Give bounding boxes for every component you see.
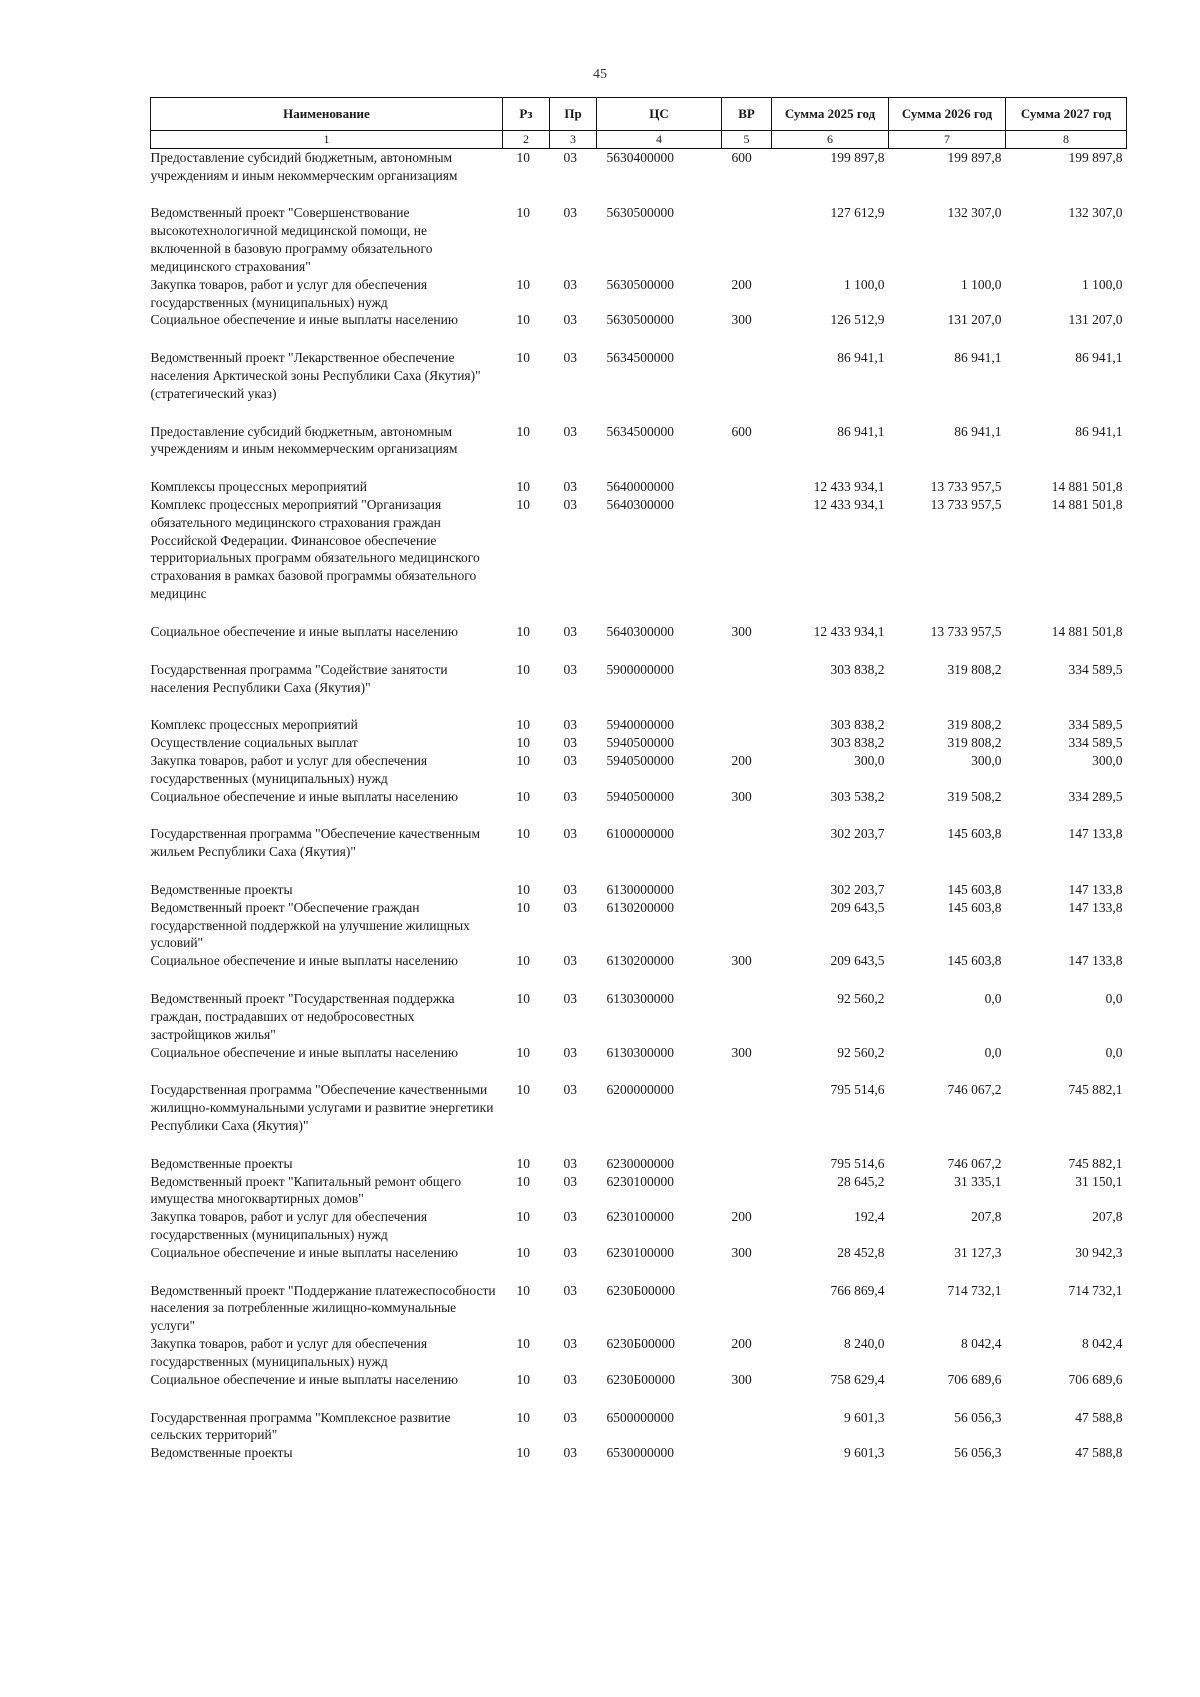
row-pr: 03: [563, 735, 577, 751]
row-sum-2027: 14 881 501,8: [1051, 497, 1123, 513]
row-pr: 03: [563, 350, 577, 366]
row-sum-2025: 209 643,5: [830, 899, 885, 915]
row-sum-2027: 0,0: [1105, 1044, 1123, 1060]
row-cs: 6230100000: [606, 1244, 674, 1260]
row-vr: [722, 478, 772, 496]
row-vr: [722, 734, 772, 752]
row-rz: 10: [516, 735, 530, 751]
row-sum-2026: 13 733 957,5: [930, 623, 1002, 639]
row-cs: 5634500000: [606, 423, 674, 439]
row-sum-2026: 131 207,0: [947, 312, 1002, 328]
row-sum-2026: 746 067,2: [947, 1155, 1002, 1171]
row-sum-2027: 147 133,8: [1068, 899, 1123, 915]
row-rz: 10: [516, 205, 530, 221]
column-number: 8: [1006, 131, 1127, 149]
table-body: [151, 148, 1127, 1462]
row-cs: 6130300000: [606, 991, 674, 1007]
row-vr: [722, 899, 772, 952]
row-rz: 10: [516, 497, 530, 513]
row-sum-2026: 56 056,3: [954, 1445, 1002, 1461]
table-row: [151, 1208, 1127, 1244]
row-sum-2027: 199 897,8: [1068, 149, 1123, 165]
row-sum-2027: 147 133,8: [1068, 826, 1123, 842]
row-cs: 5630500000: [606, 312, 674, 328]
row-rz: 10: [516, 1445, 530, 1461]
row-vr: 300: [731, 953, 752, 969]
row-cs: 6130200000: [606, 899, 674, 915]
row-sum-2025: 766 869,4: [830, 1282, 885, 1298]
table-row: [151, 1081, 1127, 1154]
row-pr: 03: [563, 1409, 577, 1425]
row-sum-2025: 795 514,6: [830, 1155, 885, 1171]
row-cs: 6200000000: [606, 1082, 674, 1098]
row-pr: 03: [563, 1173, 577, 1189]
row-sum-2027: 47 588,8: [1075, 1409, 1123, 1425]
row-sum-2026: 145 603,8: [947, 953, 1002, 969]
row-pr: 03: [563, 1244, 577, 1260]
header-vr: ВР: [722, 98, 772, 131]
row-sum-2026: 86 941,1: [954, 423, 1002, 439]
row-sum-2027: 706 689,6: [1068, 1371, 1123, 1387]
row-sum-2025: 92 560,2: [837, 1044, 885, 1060]
table-row: [151, 1371, 1127, 1409]
row-sum-2027: 14 881 501,8: [1051, 479, 1123, 495]
row-name: Ведомственные проекты: [150, 1155, 293, 1171]
row-pr: 03: [563, 1282, 577, 1298]
row-sum-2027: 86 941,1: [1075, 423, 1123, 439]
column-number: 4: [597, 131, 722, 149]
row-sum-2027: 300,0: [1092, 752, 1123, 768]
row-cs: 5900000000: [606, 661, 674, 677]
table-row: [151, 423, 1127, 479]
row-vr: [722, 1155, 772, 1173]
row-vr: [722, 204, 772, 275]
row-sum-2026: 319 508,2: [947, 788, 1002, 804]
column-number: 6: [772, 131, 889, 149]
header-cs: ЦС: [597, 98, 722, 131]
table-row: [151, 952, 1127, 990]
row-sum-2025: 192,4: [854, 1209, 885, 1225]
row-vr: 600: [731, 423, 752, 439]
row-cs: 5634500000: [606, 350, 674, 366]
row-sum-2026: 145 603,8: [947, 826, 1002, 842]
row-pr: 03: [563, 661, 577, 677]
column-number: 3: [550, 131, 597, 149]
row-sum-2025: 127 612,9: [830, 205, 885, 221]
row-sum-2025: 86 941,1: [837, 423, 885, 439]
row-sum-2026: 8 042,4: [961, 1336, 1002, 1352]
row-name: Закупка товаров, работ и услуг для обеспечения государственных (муниципальных) нужд: [150, 1336, 428, 1369]
row-pr: 03: [563, 423, 577, 439]
row-pr: 03: [563, 826, 577, 842]
row-cs: 6500000000: [606, 1409, 674, 1425]
row-name: Комплексы процессных мероприятий: [150, 479, 367, 495]
row-name: Комплекс процессных мероприятий "Организация обязательного медицинского страхования граждан Российской Федерации. Финансовое обеспечение территориальных программ обязательного медицинского страхования в рамках базовой программы обязательного медицинс: [150, 497, 480, 602]
row-cs: 6230000000: [606, 1155, 674, 1171]
row-sum-2027: 334 589,5: [1068, 735, 1123, 751]
row-sum-2026: 1 100,0: [961, 276, 1002, 292]
row-cs: 6230100000: [606, 1173, 674, 1189]
row-pr: 03: [563, 276, 577, 292]
row-rz: 10: [516, 1282, 530, 1298]
row-rz: 10: [516, 991, 530, 1007]
row-name: Государственная программа "Содействие занятости населения Республики Саха (Якутия)": [150, 661, 448, 695]
row-sum-2026: 300,0: [971, 752, 1002, 768]
row-sum-2026: 145 603,8: [947, 882, 1002, 898]
row-name: Ведомственный проект "Государственная поддержка граждан, пострадавших от недобросовестных застройщиков жилья": [150, 991, 455, 1042]
row-vr: 200: [731, 752, 752, 768]
table-row: [151, 1282, 1127, 1335]
row-rz: 10: [516, 623, 530, 639]
row-vr: [722, 881, 772, 899]
row-cs: 5630500000: [606, 276, 674, 292]
row-name: Социальное обеспечение и иные выплаты населению: [150, 1044, 458, 1060]
row-rz: 10: [516, 149, 530, 165]
row-sum-2026: 145 603,8: [947, 899, 1002, 915]
row-sum-2025: 303 838,2: [830, 717, 885, 733]
row-cs: 5630500000: [606, 205, 674, 221]
column-number: 1: [151, 131, 503, 149]
table-row: [151, 899, 1127, 952]
row-rz: 10: [516, 882, 530, 898]
row-sum-2027: 86 941,1: [1075, 350, 1123, 366]
row-sum-2026: 132 307,0: [947, 205, 1002, 221]
table-row: [151, 752, 1127, 788]
table-row: [151, 990, 1127, 1043]
row-sum-2027: 8 042,4: [1082, 1336, 1123, 1352]
row-sum-2027: 745 882,1: [1068, 1155, 1123, 1171]
row-vr: 300: [731, 788, 752, 804]
table-row: [151, 661, 1127, 717]
row-cs: 5630400000: [606, 149, 674, 165]
row-rz: 10: [516, 1082, 530, 1098]
table-row: [151, 1244, 1127, 1282]
row-sum-2027: 334 589,5: [1068, 661, 1123, 677]
table-row: [151, 276, 1127, 312]
row-sum-2025: 758 629,4: [830, 1371, 885, 1387]
row-sum-2027: 14 881 501,8: [1051, 623, 1123, 639]
row-sum-2025: 28 452,8: [837, 1244, 885, 1260]
row-rz: 10: [516, 1044, 530, 1060]
row-pr: 03: [563, 953, 577, 969]
header-rz: Рз: [503, 98, 550, 131]
row-name: Ведомственный проект "Лекарственное обеспечение населения Арктической зоны Республики Саха (Якутия)" (стратегический указ): [150, 350, 481, 401]
row-cs: 6530000000: [606, 1445, 674, 1461]
row-sum-2026: 31 335,1: [954, 1173, 1002, 1189]
row-sum-2025: 795 514,6: [830, 1082, 885, 1098]
row-vr: 300: [731, 623, 752, 639]
row-cs: 5940500000: [606, 752, 674, 768]
row-cs: 6230Б00000: [606, 1336, 676, 1352]
row-rz: 10: [516, 1155, 530, 1171]
row-sum-2025: 1 100,0: [844, 276, 885, 292]
row-rz: 10: [516, 1336, 530, 1352]
row-rz: 10: [516, 350, 530, 366]
row-pr: 03: [563, 991, 577, 1007]
row-rz: 10: [516, 1409, 530, 1425]
column-number: 5: [722, 131, 772, 149]
row-sum-2025: 126 512,9: [830, 312, 885, 328]
row-cs: 6130200000: [606, 953, 674, 969]
row-rz: 10: [516, 752, 530, 768]
row-sum-2026: 31 127,3: [954, 1244, 1002, 1260]
column-number: 2: [503, 131, 550, 149]
row-sum-2025: 209 643,5: [830, 953, 885, 969]
row-sum-2027: 47 588,8: [1075, 1445, 1123, 1461]
row-sum-2025: 9 601,3: [844, 1445, 885, 1461]
row-cs: 5940500000: [606, 735, 674, 751]
row-name: Социальное обеспечение и иные выплаты населению: [150, 623, 458, 639]
table-row: [151, 1173, 1127, 1209]
row-rz: 10: [516, 953, 530, 969]
table-row: [151, 1409, 1127, 1445]
row-name: Социальное обеспечение и иные выплаты населению: [150, 312, 458, 328]
row-sum-2027: 334 589,5: [1068, 717, 1123, 733]
row-cs: 6230Б00000: [606, 1371, 676, 1387]
row-rz: 10: [516, 788, 530, 804]
table-row: [151, 1444, 1127, 1462]
row-pr: 03: [563, 1445, 577, 1461]
row-sum-2027: 147 133,8: [1068, 953, 1123, 969]
column-number: 7: [889, 131, 1006, 149]
row-sum-2026: 0,0: [984, 991, 1002, 1007]
row-pr: 03: [563, 717, 577, 733]
row-sum-2026: 199 897,8: [947, 149, 1002, 165]
row-sum-2027: 334 289,5: [1068, 788, 1123, 804]
row-sum-2026: 13 733 957,5: [930, 479, 1002, 495]
row-cs: 5640000000: [606, 479, 674, 495]
row-rz: 10: [516, 479, 530, 495]
row-pr: 03: [563, 1371, 577, 1387]
row-pr: 03: [563, 623, 577, 639]
row-sum-2027: 131 207,0: [1068, 312, 1123, 328]
row-pr: 03: [563, 1082, 577, 1098]
header-sum-2026: Сумма 2026 год: [889, 98, 1006, 131]
row-sum-2027: 745 882,1: [1068, 1082, 1123, 1098]
page-number: 45: [593, 67, 607, 82]
row-vr: [722, 1409, 772, 1445]
row-sum-2027: 30 942,3: [1075, 1244, 1123, 1260]
row-sum-2027: 1 100,0: [1082, 276, 1123, 292]
row-sum-2027: 132 307,0: [1068, 205, 1123, 221]
row-pr: 03: [563, 899, 577, 915]
row-rz: 10: [516, 826, 530, 842]
row-name: Закупка товаров, работ и услуг для обеспечения государственных (муниципальных) нужд: [150, 1209, 428, 1243]
row-vr: 300: [731, 1044, 752, 1060]
table-row: [151, 148, 1127, 204]
row-sum-2025: 199 897,8: [830, 149, 885, 165]
row-rz: 10: [516, 1244, 530, 1260]
row-name: Государственная программа "Комплексное развитие сельских территорий": [150, 1409, 451, 1443]
row-rz: 10: [516, 1371, 530, 1387]
row-vr: [722, 349, 772, 422]
table-row: [151, 496, 1127, 623]
row-sum-2025: 9 601,3: [844, 1409, 885, 1425]
row-sum-2026: 86 941,1: [954, 350, 1002, 366]
row-cs: 5640300000: [606, 497, 674, 513]
row-name: Социальное обеспечение и иные выплаты населению: [150, 953, 458, 969]
row-sum-2026: 706 689,6: [947, 1371, 1002, 1387]
row-vr: [722, 1173, 772, 1209]
row-sum-2025: 12 433 934,1: [813, 479, 885, 495]
table-row: [151, 311, 1127, 349]
row-name: Ведомственные проекты: [150, 882, 293, 898]
row-name: Закупка товаров, работ и услуг для обеспечения государственных (муниципальных) нужд: [150, 752, 428, 786]
row-sum-2025: 302 203,7: [830, 826, 885, 842]
row-cs: 5940000000: [606, 717, 674, 733]
row-pr: 03: [563, 497, 577, 513]
row-cs: 6100000000: [606, 826, 674, 842]
table-row: [151, 788, 1127, 826]
row-pr: 03: [563, 1155, 577, 1171]
row-pr: 03: [563, 788, 577, 804]
row-cs: 5640300000: [606, 623, 674, 639]
row-sum-2025: 302 203,7: [830, 882, 885, 898]
header-sum-2027: Сумма 2027 год: [1006, 98, 1127, 131]
column-number-row: [151, 131, 1127, 149]
row-vr: 300: [731, 1371, 752, 1387]
row-sum-2026: 56 056,3: [954, 1409, 1002, 1425]
row-rz: 10: [516, 661, 530, 677]
row-vr: [722, 1282, 772, 1335]
row-vr: [722, 825, 772, 881]
table-row: [151, 478, 1127, 496]
row-sum-2026: 13 733 957,5: [930, 497, 1002, 513]
row-name: Комплекс процессных мероприятий: [150, 717, 358, 733]
row-rz: 10: [516, 717, 530, 733]
row-name: Ведомственный проект "Обеспечение граждан государственной поддержкой на улучшение жилищных условий": [150, 899, 470, 951]
row-pr: 03: [563, 1209, 577, 1225]
row-sum-2025: 300,0: [854, 752, 885, 768]
row-vr: 300: [731, 1244, 752, 1260]
row-name: Ведомственный проект "Совершенствование высокотехнологичной медицинской помощи, не включенной в базовую программу обязательного медицинского страхования": [150, 205, 433, 274]
header-name: Наименование: [151, 98, 503, 131]
header-sum-2025: Сумма 2025 год: [772, 98, 889, 131]
row-rz: 10: [516, 1173, 530, 1189]
row-sum-2027: 207,8: [1092, 1209, 1123, 1225]
row-cs: 6130300000: [606, 1044, 674, 1060]
row-rz: 10: [516, 423, 530, 439]
row-sum-2026: 319 808,2: [947, 735, 1002, 751]
row-rz: 10: [516, 276, 530, 292]
table-row: [151, 1155, 1127, 1173]
row-sum-2025: 92 560,2: [837, 991, 885, 1007]
row-sum-2025: 303 838,2: [830, 661, 885, 677]
table-row: [151, 623, 1127, 661]
budget-table: [150, 97, 1127, 1462]
row-rz: 10: [516, 1209, 530, 1225]
row-vr: [722, 1444, 772, 1462]
table-row: [151, 734, 1127, 752]
row-name: Ведомственный проект "Капитальный ремонт общего имущества многоквартирных домов": [150, 1173, 462, 1207]
table-row: [151, 881, 1127, 899]
row-name: Предоставление субсидий бюджетным, автономным учреждениям и иным некоммерческим организациям: [150, 423, 458, 457]
row-sum-2025: 8 240,0: [844, 1336, 885, 1352]
row-name: Осуществление социальных выплат: [150, 735, 358, 751]
table-row: [151, 349, 1127, 422]
row-sum-2025: 86 941,1: [837, 350, 885, 366]
row-name: Социальное обеспечение и иные выплаты населению: [150, 1371, 458, 1387]
row-pr: 03: [563, 312, 577, 328]
row-pr: 03: [563, 479, 577, 495]
header-row: [151, 98, 1127, 131]
row-pr: 03: [563, 752, 577, 768]
row-sum-2025: 12 433 934,1: [813, 497, 885, 513]
table-row: [151, 1044, 1127, 1082]
row-sum-2026: 746 067,2: [947, 1082, 1002, 1098]
row-rz: 10: [516, 899, 530, 915]
row-cs: 6230100000: [606, 1209, 674, 1225]
row-cs: 6130000000: [606, 882, 674, 898]
row-vr: 200: [731, 1209, 752, 1225]
table-row: [151, 204, 1127, 275]
row-pr: 03: [563, 149, 577, 165]
row-vr: 200: [731, 1336, 752, 1352]
row-vr: 600: [731, 149, 752, 165]
row-name: Социальное обеспечение и иные выплаты населению: [150, 788, 458, 804]
row-pr: 03: [563, 205, 577, 221]
row-name: Государственная программа "Обеспечение качественными жилищно-коммунальными услугами и развитие энергетики Республики Саха (Якутия)": [150, 1082, 494, 1133]
row-sum-2027: 147 133,8: [1068, 882, 1123, 898]
row-cs: 5940500000: [606, 788, 674, 804]
row-vr: [722, 990, 772, 1043]
row-name: Социальное обеспечение и иные выплаты населению: [150, 1244, 458, 1260]
row-vr: 300: [731, 312, 752, 328]
row-name: Предоставление субсидий бюджетным, автономным учреждениям и иным некоммерческим организациям: [150, 149, 458, 183]
row-rz: 10: [516, 312, 530, 328]
row-name: Ведомственный проект "Поддержание платежеспособности населения за потребленные жилищно-коммунальные услуги": [150, 1282, 496, 1334]
row-sum-2026: 0,0: [984, 1044, 1002, 1060]
table-row: [151, 825, 1127, 881]
row-sum-2027: 31 150,1: [1075, 1173, 1123, 1189]
row-name: Государственная программа "Обеспечение качественным жильем Республики Саха (Якутия)": [150, 826, 481, 860]
row-vr: [722, 716, 772, 734]
row-sum-2026: 207,8: [971, 1209, 1002, 1225]
row-vr: [722, 1081, 772, 1154]
row-sum-2027: 0,0: [1105, 991, 1123, 1007]
table-row: [151, 1335, 1127, 1371]
table-row: [151, 716, 1127, 734]
row-sum-2025: 303 538,2: [830, 788, 885, 804]
row-vr: [722, 661, 772, 717]
row-sum-2027: 714 732,1: [1068, 1282, 1123, 1298]
row-name: Ведомственные проекты: [150, 1445, 293, 1461]
row-vr: [722, 496, 772, 623]
row-pr: 03: [563, 882, 577, 898]
row-name: Закупка товаров, работ и услуг для обеспечения государственных (муниципальных) нужд: [150, 276, 428, 310]
row-vr: 200: [731, 276, 752, 292]
row-sum-2026: 319 808,2: [947, 661, 1002, 677]
row-sum-2025: 28 645,2: [837, 1173, 885, 1189]
row-pr: 03: [563, 1044, 577, 1060]
row-cs: 6230Б00000: [606, 1282, 676, 1298]
row-sum-2025: 12 433 934,1: [813, 623, 885, 639]
row-sum-2025: 303 838,2: [830, 735, 885, 751]
row-pr: 03: [563, 1336, 577, 1352]
row-sum-2026: 714 732,1: [947, 1282, 1002, 1298]
header-pr: Пр: [550, 98, 597, 131]
row-sum-2026: 319 808,2: [947, 717, 1002, 733]
